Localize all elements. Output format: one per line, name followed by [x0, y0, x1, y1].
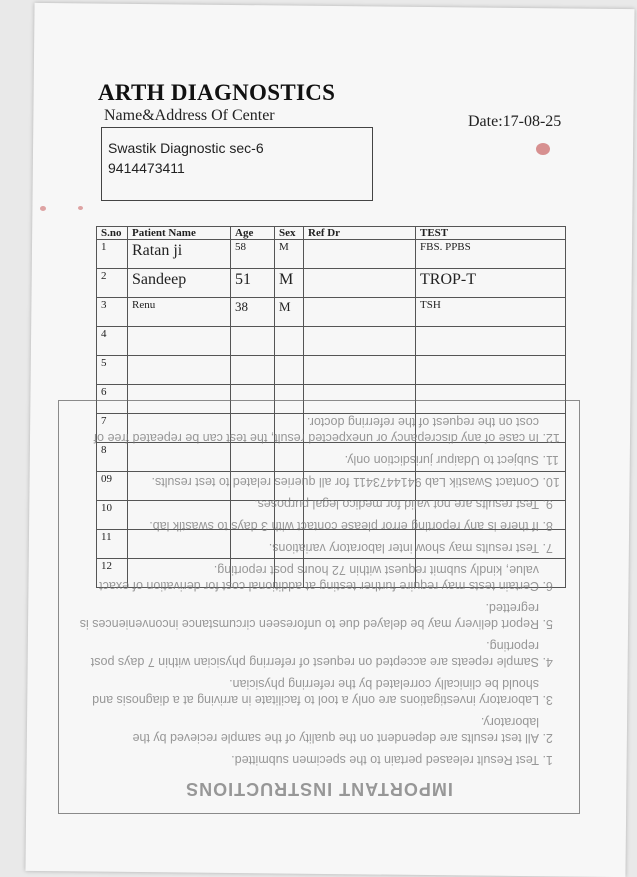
- cell-sno: 6: [97, 385, 128, 414]
- instruction-item: 2. All test results are dependent on the quality of the sample recieved by the laboratory.: [79, 714, 539, 746]
- cell-test: TSH: [416, 298, 566, 327]
- cell-sno: 09: [97, 472, 128, 501]
- instruction-item: 3. Laboratory investigations are only a tool to facilitate in arriving at a diagnosis and should be clinically correlated by the referring physician.: [79, 676, 539, 708]
- address-box: [101, 127, 373, 201]
- cell-age: 51: [231, 269, 275, 298]
- instruction-item: 10. Contact Swastik Lab 9414473411 for all queries related to test results.: [79, 474, 539, 490]
- cell-sex: M: [275, 298, 304, 327]
- col-header-sex: Sex: [275, 227, 304, 240]
- instructions-list: [59, 414, 579, 768]
- instruction-item: 1. Test Result released pertain to the specimen submitted.: [79, 752, 539, 768]
- cell-test: [416, 327, 566, 356]
- cell-patient-name: Renu: [128, 298, 231, 327]
- cell-test: TROP-T: [416, 269, 566, 298]
- table-row: [97, 269, 566, 298]
- cell-age: [231, 356, 275, 385]
- instruction-item: 6. Certain tests may require further testing at additional cost for derivation of exact value, kindly submit request within 72 hours post reporting.: [79, 562, 539, 594]
- cell-sno: 8: [97, 443, 128, 472]
- report-date: Date:17-08-25: [468, 113, 562, 130]
- cell-sex: [275, 327, 304, 356]
- cell-sno: 3: [97, 298, 128, 327]
- col-header-ref-dr: Ref Dr: [304, 227, 416, 240]
- cell-ref-dr: [304, 327, 416, 356]
- instruction-item: 5. Report delivery may be delayed due to unforeseen circumstance inconveniences is regretted.: [79, 600, 539, 632]
- center-label: Name&Address Of Center: [104, 107, 275, 124]
- cell-patient-name: Ratan ji: [128, 240, 231, 269]
- cell-age: [231, 327, 275, 356]
- instruction-item: 8. If there is any reporting error please contact with 3 days to swastik lab.: [79, 518, 539, 534]
- instruction-item: 7. Test results may show inter laboratory variations.: [79, 540, 539, 556]
- table-row: [97, 327, 566, 356]
- cell-sex: M: [275, 240, 304, 269]
- cell-patient-name: [128, 356, 231, 385]
- cell-age: 58: [231, 240, 275, 269]
- cell-ref-dr: [304, 356, 416, 385]
- lab-title: ARTH DIAGNOSTICS: [98, 80, 336, 105]
- col-header-sno: S.no: [97, 227, 128, 240]
- instruction-item: 9. Test results are not valid for medico legal purposes.: [79, 496, 539, 512]
- cell-age: 38: [231, 298, 275, 327]
- instructions-title: IMPORTANT INSTRUCTIONS: [185, 779, 453, 799]
- cell-sex: M: [275, 269, 304, 298]
- instructions-showthrough: [58, 400, 580, 814]
- col-header-age: Age: [231, 227, 275, 240]
- cell-sno: 10: [97, 501, 128, 530]
- cell-sno: 7: [97, 414, 128, 443]
- center-phone: 9414473411: [108, 160, 185, 176]
- cell-sex: [275, 356, 304, 385]
- cell-ref-dr: [304, 298, 416, 327]
- cell-sno: 5: [97, 356, 128, 385]
- cell-ref-dr: [304, 240, 416, 269]
- cell-ref-dr: [304, 269, 416, 298]
- red-stain: [78, 206, 83, 210]
- col-header-test: TEST: [416, 227, 566, 240]
- table-row: [97, 298, 566, 327]
- cell-sno: 11: [97, 530, 128, 559]
- center-name: Swastik Diagnostic sec-6: [108, 140, 264, 156]
- cell-sno: 12: [97, 559, 128, 588]
- cell-sno: 4: [97, 327, 128, 356]
- red-stain: [536, 143, 550, 155]
- cell-patient-name: [128, 327, 231, 356]
- instruction-item: 4. Sample repeats are accepted on request of referring physician within 7 days post reporting.: [79, 638, 539, 670]
- cell-test: FBS. PPBS: [416, 240, 566, 269]
- col-header-patient-name: Patient Name: [128, 227, 231, 240]
- table-header-row: [97, 227, 566, 240]
- cell-sno: 2: [97, 269, 128, 298]
- red-stain: [40, 206, 46, 211]
- instruction-item: 12. In case of any discrepancy or unexpected result, the test can be repeated free of cost on the request of the referring doctor.: [79, 414, 539, 446]
- table-row: [97, 240, 566, 269]
- table-row: [97, 356, 566, 385]
- cell-test: [416, 356, 566, 385]
- instruction-item: 11. Subject to Udaipur jurisdiction only.: [79, 452, 539, 468]
- cell-sno: 1: [97, 240, 128, 269]
- cell-patient-name: Sandeep: [128, 269, 231, 298]
